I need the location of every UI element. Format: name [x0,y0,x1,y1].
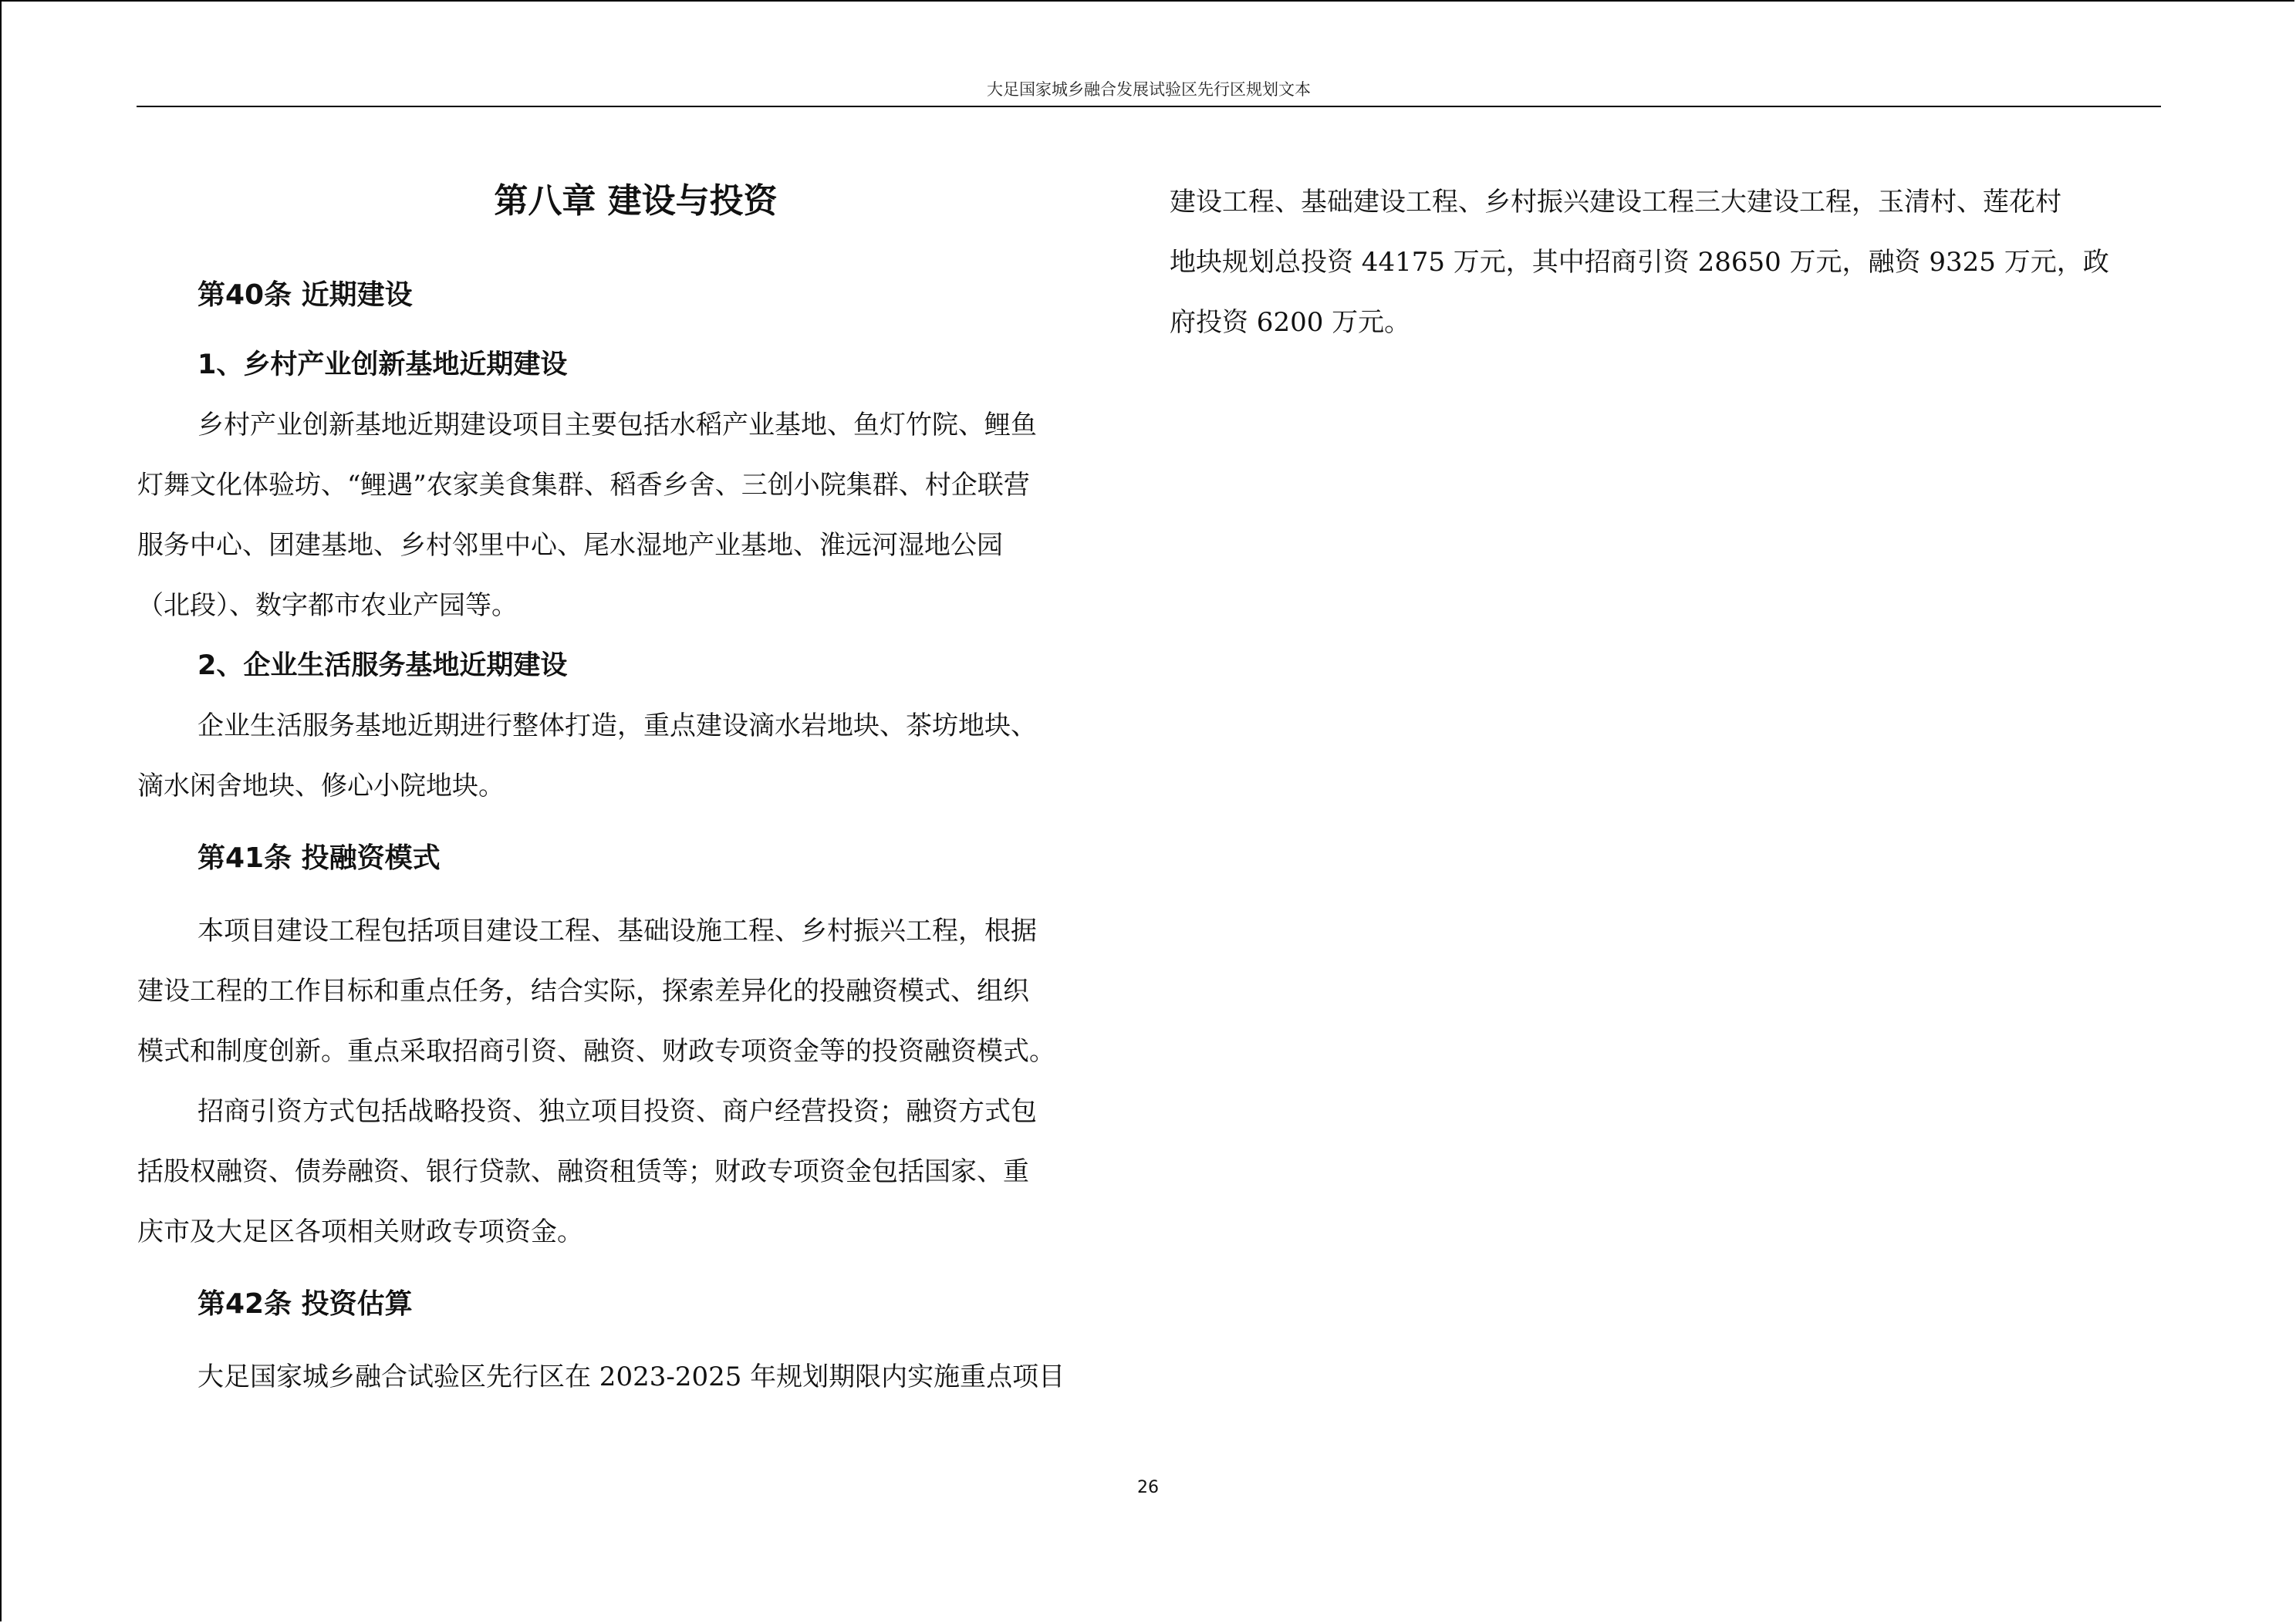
section-1-line-4: （北段）、数字都市农业产园等。 [137,590,518,621]
article-41-para-1-line-1: 本项目建设工程包括项目建设工程、基础设施工程、乡村振兴工程，根据 [198,916,1037,946]
article-42-line-3: 地块规划总投资 44175 万元，其中招商引资 28650 万元，融资 9325 万元，政 [1170,247,2109,278]
article-42-line-4: 府投资 6200 万元。 [1170,307,1411,338]
section-1-line-3: 服务中心、团建基地、乡村邻里中心、尾水湿地产业基地、淮远河湿地公园 [137,530,1003,561]
article-41-para-1-line-3: 模式和制度创新。重点采取招商引资、融资、财政专项资金等的投资融资模式。 [137,1036,1055,1067]
chapter-title: 第八章 建设与投资 [494,181,778,221]
article-41-para-2-line-1: 招商引资方式包括战略投资、独立项目投资、商户经营投资；融资方式包 [198,1096,1037,1127]
running-header: 大足国家城乡融合发展试验区先行区规划文本 [987,80,1311,99]
article-42-line-2: 建设工程、基础建设工程、乡村振兴建设工程三大建设工程，玉清村、莲花村 [1170,187,2061,218]
article-42-heading: 第42条 投资估算 [198,1288,413,1320]
section-1-line-1: 乡村产业创新基地近期建设项目主要包括水稻产业基地、鱼灯竹院、鲤鱼 [198,410,1037,440]
right-column [1170,172,2166,353]
article-41-para-2-line-3: 庆市及大足区各项相关财政专项资金。 [137,1216,583,1247]
section-2-heading: 2、企业生活服务基地近期建设 [198,650,568,681]
header-rule [137,106,2161,107]
page-number: 26 [1137,1478,1159,1497]
section-1-line-2: 灯舞文化体验坊、“鲤遇”农家美食集群、稻香乡舍、三创小院集群、村企联营 [137,470,1030,501]
article-40-heading: 第40条 近期建设 [198,279,413,311]
article-41-heading: 第41条 投融资模式 [198,842,441,874]
section-1-heading: 1、乡村产业创新基地近期建设 [198,349,568,380]
article-42-line-1: 大足国家城乡融合试验区先行区在 2023-2025 年规划期限内实施重点项目 [198,1361,1065,1392]
section-2-line-2: 滴水闲舍地块、修心小院地块。 [137,771,505,801]
article-41-para-1-line-2: 建设工程的工作目标和重点任务，结合实际，探索差异化的投融资模式、组织 [137,976,1029,1007]
section-2-line-1: 企业生活服务基地近期进行整体打造，重点建设滴水岩地块、茶坊地块、 [198,710,1037,741]
article-41-para-2-line-2: 括股权融资、债券融资、银行贷款、融资租赁等；财政专项资金包括国家、重 [137,1156,1029,1187]
left-column [137,171,1134,1407]
